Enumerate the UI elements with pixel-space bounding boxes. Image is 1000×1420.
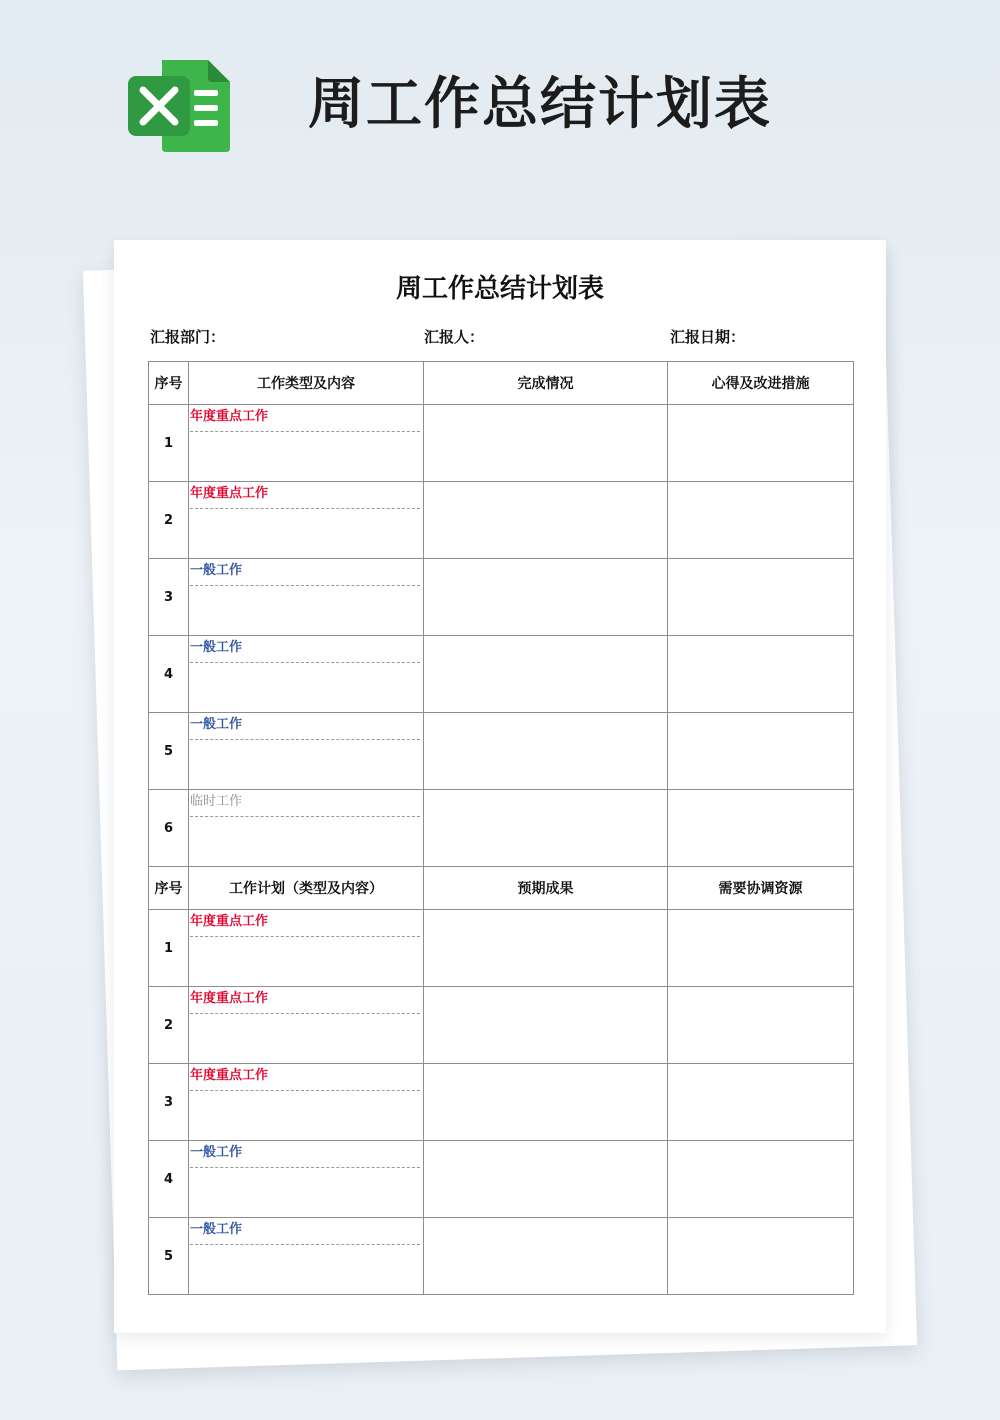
work-type-label: 一般工作 <box>190 640 243 655</box>
notes-cell[interactable] <box>668 1141 854 1218</box>
row-number: 2 <box>149 987 189 1064</box>
notes-cell[interactable] <box>668 713 854 790</box>
work-type-label: 年度重点工作 <box>190 486 269 501</box>
summary-row <box>149 405 854 482</box>
summary-header-cell: 心得及改进措施 <box>668 362 854 405</box>
page-title: 周工作总结计划表 <box>308 72 772 137</box>
dotted-divider <box>190 431 420 432</box>
result-cell[interactable] <box>424 1218 668 1295</box>
row-number: 5 <box>149 1218 189 1295</box>
work-type-label: 年度重点工作 <box>190 1068 269 1083</box>
report-date-label: 汇报日期： <box>670 328 746 346</box>
work-type-label: 一般工作 <box>190 1145 243 1160</box>
work-type-label: 临时工作 <box>190 794 243 809</box>
work-content-cell[interactable] <box>189 482 424 559</box>
summary-header-row <box>149 362 854 405</box>
work-type-label: 年度重点工作 <box>190 409 269 424</box>
result-cell[interactable] <box>424 482 668 559</box>
plan-row <box>149 1141 854 1218</box>
work-content-cell[interactable] <box>189 636 424 713</box>
notes-cell[interactable] <box>668 559 854 636</box>
dotted-divider <box>190 1090 420 1091</box>
work-content-cell[interactable] <box>189 405 424 482</box>
summary-header-cell: 完成情况 <box>424 362 668 405</box>
dotted-divider <box>190 1013 420 1014</box>
plan-row <box>149 910 854 987</box>
notes-cell[interactable] <box>668 987 854 1064</box>
plan-header-row <box>149 867 854 910</box>
row-number: 1 <box>149 910 189 987</box>
work-type-label: 一般工作 <box>190 717 243 732</box>
work-content-cell[interactable] <box>189 1064 424 1141</box>
summary-row <box>149 713 854 790</box>
row-number: 1 <box>149 405 189 482</box>
work-content-cell[interactable] <box>189 790 424 867</box>
row-number: 2 <box>149 482 189 559</box>
summary-header-cell: 序号 <box>149 362 189 405</box>
row-number: 3 <box>149 1064 189 1141</box>
work-content-cell[interactable] <box>189 713 424 790</box>
result-cell[interactable] <box>424 910 668 987</box>
department-label: 汇报部门： <box>150 328 226 346</box>
summary-row <box>149 636 854 713</box>
row-number: 3 <box>149 559 189 636</box>
plan-header-cell: 工作计划（类型及内容） <box>189 867 424 910</box>
dotted-divider <box>190 1244 420 1245</box>
page-header <box>0 0 1000 200</box>
work-type-label: 年度重点工作 <box>190 914 269 929</box>
summary-row <box>149 559 854 636</box>
row-number: 6 <box>149 790 189 867</box>
result-cell[interactable] <box>424 636 668 713</box>
result-cell[interactable] <box>424 790 668 867</box>
work-content-cell[interactable] <box>189 987 424 1064</box>
summary-row <box>149 482 854 559</box>
notes-cell[interactable] <box>668 910 854 987</box>
result-cell[interactable] <box>424 405 668 482</box>
work-content-cell[interactable] <box>189 910 424 987</box>
dotted-divider <box>190 585 420 586</box>
work-content-cell[interactable] <box>189 559 424 636</box>
notes-cell[interactable] <box>668 636 854 713</box>
row-number: 4 <box>149 636 189 713</box>
row-number: 4 <box>149 1141 189 1218</box>
result-cell[interactable] <box>424 1141 668 1218</box>
notes-cell[interactable] <box>668 482 854 559</box>
notes-cell[interactable] <box>668 790 854 867</box>
result-cell[interactable] <box>424 713 668 790</box>
work-content-cell[interactable] <box>189 1141 424 1218</box>
dotted-divider <box>190 508 420 509</box>
notes-cell[interactable] <box>668 1064 854 1141</box>
work-type-label: 一般工作 <box>190 1222 243 1237</box>
plan-header-cell: 预期成果 <box>424 867 668 910</box>
reporter-label: 汇报人： <box>424 328 485 346</box>
work-content-cell[interactable] <box>189 1218 424 1295</box>
work-type-label: 年度重点工作 <box>190 991 269 1006</box>
work-type-label: 一般工作 <box>190 563 243 578</box>
notes-cell[interactable] <box>668 405 854 482</box>
weekly-report-table <box>148 361 854 1295</box>
excel-icon <box>128 58 232 154</box>
dotted-divider <box>190 739 420 740</box>
document-title: 周工作总结计划表 <box>395 274 604 304</box>
plan-row <box>149 1064 854 1141</box>
row-number: 5 <box>149 713 189 790</box>
plan-header-cell: 需要协调资源 <box>668 867 854 910</box>
dotted-divider <box>190 816 420 817</box>
summary-row <box>149 790 854 867</box>
dotted-divider <box>190 662 420 663</box>
result-cell[interactable] <box>424 1064 668 1141</box>
summary-header-cell: 工作类型及内容 <box>189 362 424 405</box>
notes-cell[interactable] <box>668 1218 854 1295</box>
result-cell[interactable] <box>424 559 668 636</box>
plan-row <box>149 987 854 1064</box>
plan-header-cell: 序号 <box>149 867 189 910</box>
dotted-divider <box>190 1167 420 1168</box>
plan-row <box>149 1218 854 1295</box>
result-cell[interactable] <box>424 987 668 1064</box>
dotted-divider <box>190 936 420 937</box>
